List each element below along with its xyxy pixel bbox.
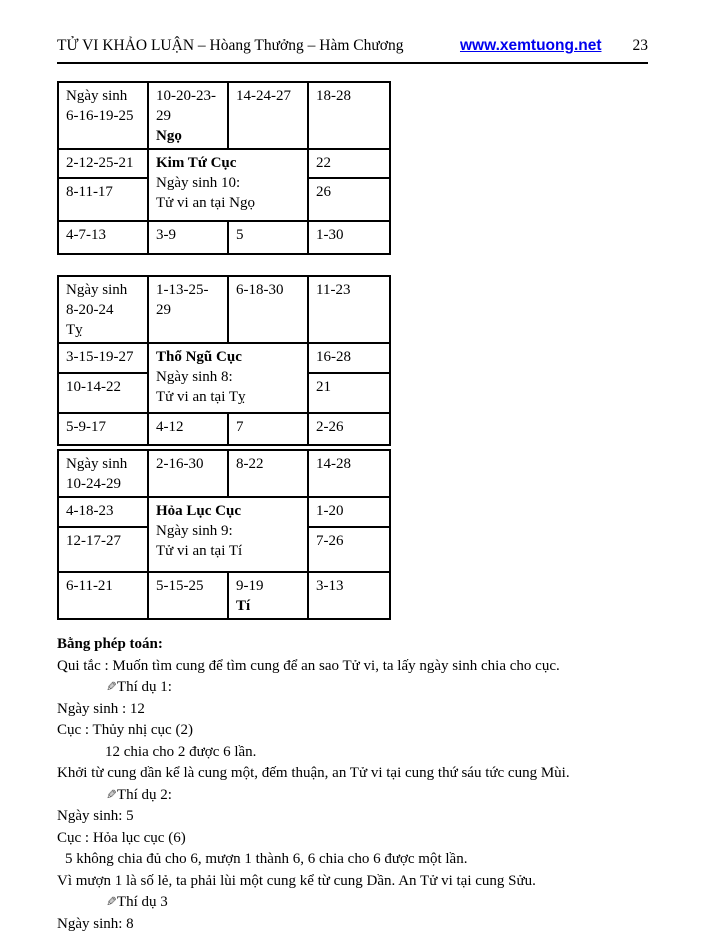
cell-line: Hỏa Lục Cục <box>156 501 300 521</box>
cell-line: 8-20-24 <box>66 300 140 320</box>
body-line-text: Qui tắc : Muốn tìm cung để tìm cung để an sao Tử vi, ta lấy ngày sinh chia cho cục. <box>57 658 560 674</box>
body-line-text: Cục : Thủy nhị cục (2) <box>57 722 193 738</box>
body-line <box>57 849 682 871</box>
cell-line: 4-18-23 <box>66 501 140 521</box>
body-line <box>57 871 682 893</box>
table-cell <box>148 82 228 149</box>
table-cell <box>308 413 390 445</box>
page-header <box>57 37 648 55</box>
cell-line: 16-28 <box>316 347 382 367</box>
table-cell <box>58 450 148 497</box>
cell-line: 6-11-21 <box>66 576 140 596</box>
table-cell <box>58 221 148 254</box>
cell-line: 1-30 <box>316 225 382 245</box>
cell-line: 11-23 <box>316 280 382 300</box>
cell-line: 5 <box>236 225 300 245</box>
cell-line: Ngọ <box>156 126 220 146</box>
website-link[interactable]: www.xemtuong.net <box>460 37 602 55</box>
cell-line: 7 <box>236 417 300 437</box>
cell-line: Tử vi an tại Tỵ <box>156 387 300 407</box>
body-line-text: 5 không chia đủ cho 6, mượn 1 thành 6, 6 chia cho 6 được một lần. <box>65 851 467 867</box>
cell-line: 9-19 <box>236 576 300 596</box>
table-cell <box>308 343 390 373</box>
body-line-text: Bằng phép toán: <box>57 636 163 652</box>
cell-line: 3-15-19-27 <box>66 347 140 367</box>
cell-line: Thổ Ngũ Cục <box>156 347 300 367</box>
body-line <box>57 763 682 785</box>
cell-line: 1-20 <box>316 501 382 521</box>
cell-line: 5-9-17 <box>66 417 140 437</box>
cell-line: 8-11-17 <box>66 182 140 202</box>
cell-line: 4-7-13 <box>66 225 140 245</box>
body-line-text: Vì mượn 1 là số lẻ, ta phải lùi một cung kể từ cung Dần. An Tử vi tại cung Sửu. <box>57 873 536 889</box>
body-line-text: Thí dụ 2: <box>117 787 172 803</box>
body-line <box>57 742 682 764</box>
cell-line: 3-13 <box>316 576 382 596</box>
table-cell <box>148 572 228 619</box>
body-line <box>57 699 682 721</box>
table-cell <box>58 276 148 343</box>
body-line-text: Ngày sinh: 5 <box>57 808 134 824</box>
cell-line: 10-14-22 <box>66 377 140 397</box>
table-cell <box>148 450 228 497</box>
table-cell <box>308 572 390 619</box>
cell-line: 6-16-19-25 <box>66 106 140 126</box>
table-cell <box>308 178 390 221</box>
table-cell <box>308 497 390 527</box>
table-cell <box>228 572 308 619</box>
cell-line: 18-28 <box>316 86 382 106</box>
table-cell <box>308 82 390 149</box>
cell-line: 14-24-27 <box>236 86 300 106</box>
cuc-table-hoa-luc-cuc <box>57 449 391 620</box>
table-cell <box>308 450 390 497</box>
cell-line: Tí <box>236 596 300 616</box>
cell-line: Kim Tứ Cục <box>156 153 300 173</box>
table-cell <box>58 178 148 221</box>
table-cell <box>58 413 148 445</box>
body-line-text: Thí dụ 3 <box>117 894 168 910</box>
table-cell <box>308 373 390 413</box>
cell-line: Ngày sinh 10: <box>156 173 300 193</box>
section-heading <box>57 634 682 656</box>
cell-line: 1-13-25-29 <box>156 280 220 320</box>
body-line-text: Khởi từ cung dần kể là cung một, đếm thuận, an Tử vi tại cung thứ sáu tức cung Mùi. <box>57 765 570 781</box>
cuc-table-tho-ngu-cuc <box>57 275 391 446</box>
pencil-icon: ✎ <box>106 785 117 807</box>
body-line-text: 12 chia cho 2 được 6 lần. <box>105 744 256 760</box>
cell-line: 5-15-25 <box>156 576 220 596</box>
pencil-icon: ✎ <box>106 892 117 914</box>
body-line <box>57 914 682 935</box>
example-heading <box>57 785 682 807</box>
table-cell <box>308 149 390 178</box>
cell-line: 14-28 <box>316 454 382 474</box>
cell-line: 21 <box>316 377 382 397</box>
cell-line: Ngày sinh 9: <box>156 521 300 541</box>
table-cell <box>308 527 390 572</box>
table-cell <box>228 276 308 343</box>
header-rule <box>57 62 648 64</box>
table-cell <box>58 572 148 619</box>
cuc-tables-section <box>57 81 677 620</box>
example-heading <box>57 677 682 699</box>
cell-line: 7-26 <box>316 531 382 551</box>
page-number: 23 <box>633 37 649 55</box>
table-cell <box>58 373 148 413</box>
cell-line: Tử vi an tại Ngọ <box>156 193 300 213</box>
cell-line: Ngày sinh <box>66 454 140 474</box>
body-line <box>57 656 682 678</box>
table-cell <box>228 413 308 445</box>
cell-line: 2-26 <box>316 417 382 437</box>
table-cell <box>148 413 228 445</box>
table-cell <box>228 82 308 149</box>
table-cell <box>148 149 308 221</box>
table-cell <box>148 497 308 572</box>
cell-line: 4-12 <box>156 417 220 437</box>
table-cell <box>58 527 148 572</box>
body-line <box>57 828 682 850</box>
cell-line: Tử vi an tại Tí <box>156 541 300 561</box>
cell-line: 10-20-23- <box>156 86 220 106</box>
cell-line: 26 <box>316 182 382 202</box>
body-line <box>57 806 682 828</box>
table-cell <box>228 450 308 497</box>
body-line-text: Ngày sinh: 8 <box>57 916 134 932</box>
cell-line: 3-9 <box>156 225 220 245</box>
table-cell <box>308 221 390 254</box>
body-line-text: Ngày sinh : 12 <box>57 701 145 717</box>
pencil-icon: ✎ <box>106 677 117 699</box>
table-cell <box>58 149 148 178</box>
cell-line: Ngày sinh <box>66 86 140 106</box>
cell-line: 22 <box>316 153 382 173</box>
table-cell <box>148 276 228 343</box>
body-line <box>57 720 682 742</box>
cell-line: 8-22 <box>236 454 300 474</box>
cell-line: 29 <box>156 106 220 126</box>
body-text-section <box>57 634 682 935</box>
body-line-text: Thí dụ 1: <box>117 679 172 695</box>
cuc-table-kim-tu-cuc <box>57 81 391 255</box>
table-cell <box>148 343 308 413</box>
body-line-text: Cục : Hỏa lục cục (6) <box>57 830 186 846</box>
table-cell <box>58 343 148 373</box>
example-heading <box>57 892 682 914</box>
document-title: TỬ VI KHẢO LUẬN – Hòang Thưởng – Hàm Chương <box>57 37 403 55</box>
cell-line: Tỵ <box>66 320 140 340</box>
cell-line: Ngày sinh 8: <box>156 367 300 387</box>
cell-line: 6-18-30 <box>236 280 300 300</box>
cell-line: 12-17-27 <box>66 531 140 551</box>
table-cell <box>308 276 390 343</box>
table-cell <box>58 497 148 527</box>
table-cell <box>228 221 308 254</box>
cell-line: 10-24-29 <box>66 474 140 494</box>
cell-line: Ngày sinh <box>66 280 140 300</box>
cell-line: 2-16-30 <box>156 454 220 474</box>
table-cell <box>148 221 228 254</box>
cell-line: 2-12-25-21 <box>66 153 140 173</box>
table-cell <box>58 82 148 149</box>
